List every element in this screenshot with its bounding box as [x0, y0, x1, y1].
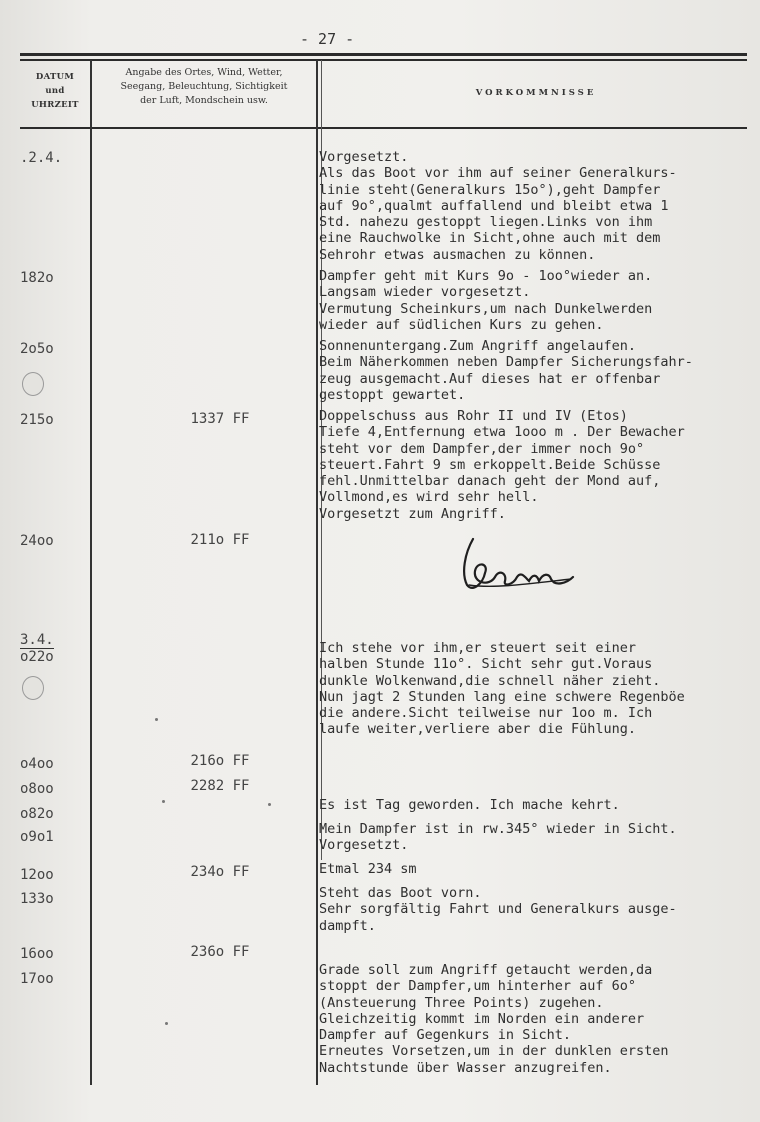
row-entry: Doppelschuss aus Rohr II und IV (Etos) Tiefe 4,Entfernung etwa 1ooo m . Der Bewacher steht vor dem Dampfer,der immer noch 9o° steuert.Fahrt 9 sm erkoppelt.Beide Schüsse fehl.Unmittelbar danach geht der Mond auf, Vollmond,es wird sehr hell. Vorgesetzt zum Angriff. [319, 408, 685, 522]
top-rule-double [20, 59, 747, 61]
row-entry: Etmal 234 sm [319, 861, 417, 877]
row-position: 216o FF [190, 753, 250, 769]
row-datum: o9o1 [20, 829, 54, 845]
header-angabe-line: der Luft, Mondschein usw. [140, 95, 268, 106]
row-position: 211o FF [190, 532, 250, 548]
ink-speck [165, 1022, 168, 1025]
row-datum: 12oo [20, 867, 54, 883]
page-number: - 27 - [300, 30, 355, 48]
row-datum: 17oo [20, 971, 54, 987]
header-datum-line: und [45, 86, 65, 96]
header-angabe-line: Seegang, Beleuchtung, Sichtigkeit [120, 81, 288, 92]
row-datum: 2o5o [20, 341, 54, 357]
ink-speck [162, 800, 165, 803]
punch-hole [22, 676, 44, 700]
row-position: 234o FF [190, 864, 250, 880]
row-position: 236o FF [190, 944, 250, 960]
header-bottom-rule [20, 127, 747, 129]
row-entry: Dampfer geht mit Kurs 9o - 1oo°wieder an. Langsam wieder vorgesetzt. Vermutung Scheinkurs,um nach Dunkelwerden wieder auf südlichen Kurs zu gehen. [319, 268, 653, 333]
row-datum [20, 632, 88, 665]
row-position: 1337 FF [190, 411, 250, 427]
row-datum: o4oo [20, 756, 54, 772]
row-datum: 16oo [20, 946, 54, 962]
header-datum-line: UHRZEIT [31, 100, 79, 110]
top-rule [20, 53, 747, 56]
row-entry: Es ist Tag geworden. Ich mache kehrt. [319, 797, 620, 813]
row-entry: Grade soll zum Angriff getaucht werden,da stoppt der Dampfer,um hinterher auf 6o° (Ansteuerung Three Points) zugehen. Gleichzeitig kommt im Norden ein anderer Dampfer auf Gegenkurs in Sicht. Erneutes Vorsetzen,um in der dunklen ersten Nachtstunde über Wasser anzugreifen. [319, 962, 669, 1076]
header-vorkommnisse: VORKOMMNISSE [475, 88, 597, 98]
header-datum [22, 70, 88, 112]
row-datum: .2.4. [20, 150, 63, 166]
row-datum: 133o [20, 891, 54, 907]
ink-speck [155, 718, 158, 721]
row-entry: Mein Dampfer ist in rw.345° wieder in Sicht. Vorgesetzt. [319, 821, 677, 854]
column-divider-datum [90, 60, 92, 1085]
punch-hole [22, 372, 44, 396]
row-position: 2282 FF [190, 778, 250, 794]
column-divider-angabe [316, 60, 318, 1085]
row-datum: 24oo [20, 533, 54, 549]
row-datum: 182o [20, 270, 54, 286]
row-datum: o8oo [20, 781, 54, 797]
row-datum-time: o22o [20, 649, 54, 665]
header-angabe [93, 66, 315, 108]
handwritten-signature [455, 533, 585, 597]
row-entry: Ich stehe vor ihm,er steuert seit einer halben Stunde 11o°. Sicht sehr gut.Voraus dunkle Wolkenwand,die schnell näher zieht. Nun jagt 2 Stunden lang eine schwere Regenböe die andere.Sicht teilweise nur 1oo m. Ich laufe weiter,verliere aber die Fühlung. [319, 640, 685, 738]
row-datum: 215o [20, 412, 54, 428]
row-datum: o82o [20, 806, 54, 822]
header-datum-line: DATUM [35, 72, 75, 82]
header-angabe-line: Angabe des Ortes, Wind, Wetter, [125, 67, 283, 78]
row-date-underlined: 3.4. [20, 632, 54, 648]
row-entry: Steht das Boot vorn. Sehr sorgfältig Fahrt und Generalkurs ausge- dampft. [319, 885, 677, 934]
ink-speck [268, 803, 271, 806]
row-entry: Sonnenuntergang.Zum Angriff angelaufen. Beim Näherkommen neben Dampfer Sicherungsfahr- zeug ausgemacht.Auf dieses hat er offenbar gestoppt gewartet. [319, 338, 693, 403]
row-entry: Vorgesetzt. Als das Boot vor ihm auf seiner Generalkurs- linie steht(Generalkurs 15o°),geht Dampfer auf 9o°,qualmt auffallend und bleibt etwa 1 Std. nahezu gestoppt liegen.Links von ihm eine Rauchwolke in Sicht,ohne auch mit dem Sehrohr etwas ausmachen zu können. [319, 149, 677, 263]
